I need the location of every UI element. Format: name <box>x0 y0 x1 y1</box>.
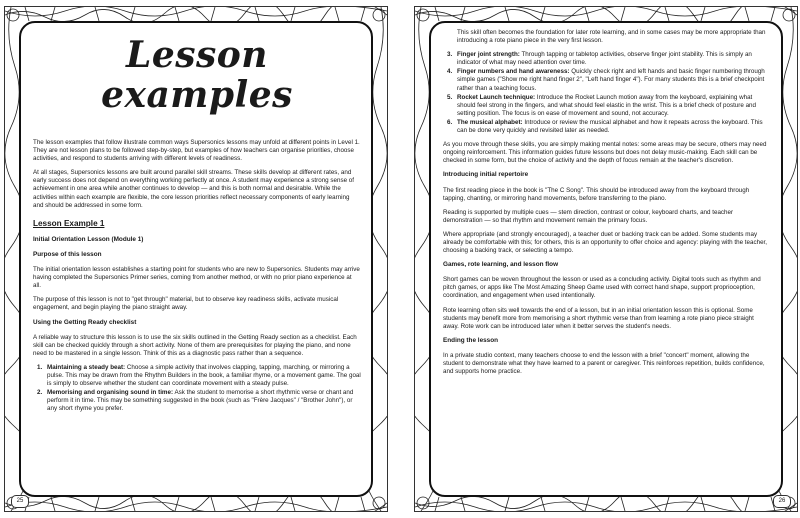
repertoire-paragraph: Where appropriate (and strongly encouraged), a teacher duet or backing track can be added. Some students may already be comfortable with this; for others, this is an opportunity to offer choice and agency: playing with the teacher, choosing a backing track, or selecting a tempo. <box>443 230 768 255</box>
after-list-paragraph: As you move through these skills, you are simply making mental notes: some areas may be secure, others may need ongoing reinforcement. This information guides future lessons but does not delay music-making. Each skill can be checked in some form, but the choice of activity and the depth of focus remain at the teacher's discretion. <box>443 141 767 165</box>
page-title: Lesson examples <box>101 34 293 116</box>
checklist-heading: Using the Getting Ready checklist <box>33 318 137 326</box>
list-item <box>447 94 771 118</box>
skills-list <box>443 51 771 135</box>
list-number: 1. <box>37 363 43 371</box>
list-item <box>37 364 361 388</box>
list-number: 5. <box>447 93 453 101</box>
list-item-title: Finger numbers and hand awareness: <box>457 68 570 76</box>
example-heading: Lesson Example 1 <box>33 218 105 228</box>
repertoire-paragraph: The first reading piece in the book is "The C Song". This should be introduced away from the keyboard through tapping, chanting, or mirroring hand movements, before transferring to the piano. <box>443 186 750 202</box>
page-number: 25 <box>11 495 29 508</box>
games-heading: Games, rote learning, and lesson flow <box>443 261 559 269</box>
list-item-text: Introduce or review the musical alphabet and how it repeats across the keyboard. This can be done very quickly and revisited later as needed. <box>457 118 763 135</box>
lesson-name: Initial Orientation Lesson (Module 1) <box>33 235 144 243</box>
games-paragraph: Rote learning often sits well towards the end of a lesson, but in an initial orientation lesson this is optional. Some students may benefit more from memorising a short rhythmic verse than from learning a rote piano piece straight away. Rote work can be introduced later when it better serves the student's needs. <box>443 306 754 330</box>
skills-list <box>33 364 361 414</box>
ending-heading: Ending the lesson <box>443 336 499 344</box>
list-item-title: The musical alphabet: <box>457 118 523 126</box>
list-number: 2. <box>37 389 43 397</box>
ending-paragraph: In a private studio context, many teachers choose to end the lesson with a brief "concert" moment, allowing the student to demonstrate what they have learned to a parent or caregiver. This reinforces repetition, builds confidence, and supports home practice. <box>443 351 765 376</box>
intro-paragraph: The lesson examples that follow illustrate common ways Supersonics lessons may unfold at different points in Level 1. They are not lesson plans to be followed step-by-step, but examples of how teachers can organise priorities, choose activities, and respond to students arriving with different levels of readiness. <box>33 139 360 163</box>
checklist-paragraph: A reliable way to structure this lesson is to use the six skills outlined in the Getting Ready section as a checklist. Each skill can be checked quickly through a short activity. None of them are prerequisites for playing the piano, and none need to be mastered in a single lesson. Think of this as a diagnostic pass rather than a sequence. <box>33 333 357 357</box>
purpose-heading: Purpose of this lesson <box>33 250 102 258</box>
repertoire-paragraph: Reading is supported by multiple cues — stem direction, contrast or colour, keyboard charts, and teacher demonstration — so that rhythm and movement remain the primary focus. <box>443 208 734 224</box>
purpose-paragraph: The purpose of this lesson is not to "get through" material, but to observe key readiness skills, activate musical engagement, and begin playing the piano straight away. <box>33 296 339 312</box>
opening-paragraph: This skill often becomes the foundation for later rote learning, and in some cases may be more appropriate than introducing a rote piano piece in the very first lesson. <box>457 29 766 45</box>
content-frame <box>429 21 783 497</box>
page-number: 26 <box>773 495 791 508</box>
list-number: 3. <box>447 51 453 59</box>
games-paragraph: Short games can be woven throughout the lesson or used as a concluding activity. Digital tools such as rhythm and pitch games, or apps like The Most Amazing Sheep Game used with correct hand shape, support proprioception, coordination, and engagement when used intentionally. <box>443 276 761 300</box>
list-item <box>447 119 771 135</box>
repertoire-heading: Introducing initial repertoire <box>443 171 529 179</box>
list-item-title: Memorising and organising sound in time: <box>47 389 174 397</box>
list-item-title: Finger joint strength: <box>457 51 520 59</box>
list-number: 6. <box>447 118 453 126</box>
list-number: 4. <box>447 68 453 76</box>
list-item-text: Ask the student to memorise a short rhythmic verse or chant and perform it in time. This may be something suggested in the book (such as "Frère Jacques" / "Brother John"), or any short rhyme you prefer. <box>47 389 354 413</box>
content-frame <box>19 21 373 497</box>
left-page <box>4 6 388 512</box>
list-item-text: Choose a simple activity that involves clapping, tapping, marching, or mirroring a pulse. This may be drawn from the Rhythm Builders in the book, a familiar rhyme, or a movement game. The goal is simply to observe whether the student can coordinate movement with a steady pulse. <box>47 363 361 388</box>
list-item <box>447 51 771 67</box>
list-item-title: Rocket Launch technique: <box>457 93 536 101</box>
list-item-text: Through tapping or tabletop activities, observe finger joint stability. This is simply an indicator of what may need attention over time. <box>457 51 752 67</box>
right-page <box>414 6 798 512</box>
list-item-text: Quickly check right and left hands and basic finger numbering through simple games ("Show me right hand finger 2", "Left hand finger 4"). For many students this is a brief checkpoint rather than a teaching focus. <box>457 68 765 92</box>
list-item-text: Introduce the Rocket Launch motion away from the keyboard, explaining what should feel strong in the fingers, and what should feel elastic in the wrist. This is a brief check of posture and setting position. The focus is on ease of movement and sound, not accuracy. <box>457 93 757 117</box>
list-item-title: Maintaining a steady beat: <box>47 363 126 371</box>
intro-paragraph: At all stages, Supersonics lessons are built around parallel skill streams. These skills develop at different rates, and early success does not depend on everything working perfectly at once. A student may experience a strong sense of achievement in one area while another continues to develop — and this is both normal and desirable. While the activities within each example are flexible, the core lesson priorities reflect necessary components of early learning and should be addressed in some form. <box>33 169 355 209</box>
list-item <box>37 389 361 413</box>
purpose-paragraph: The initial orientation lesson establishes a starting point for students who are new to Supersonics. Students may arrive having completed the Supersonics Primer series, coming from another method, or with no prior piano experience at all. <box>33 266 360 290</box>
list-item <box>447 68 771 92</box>
